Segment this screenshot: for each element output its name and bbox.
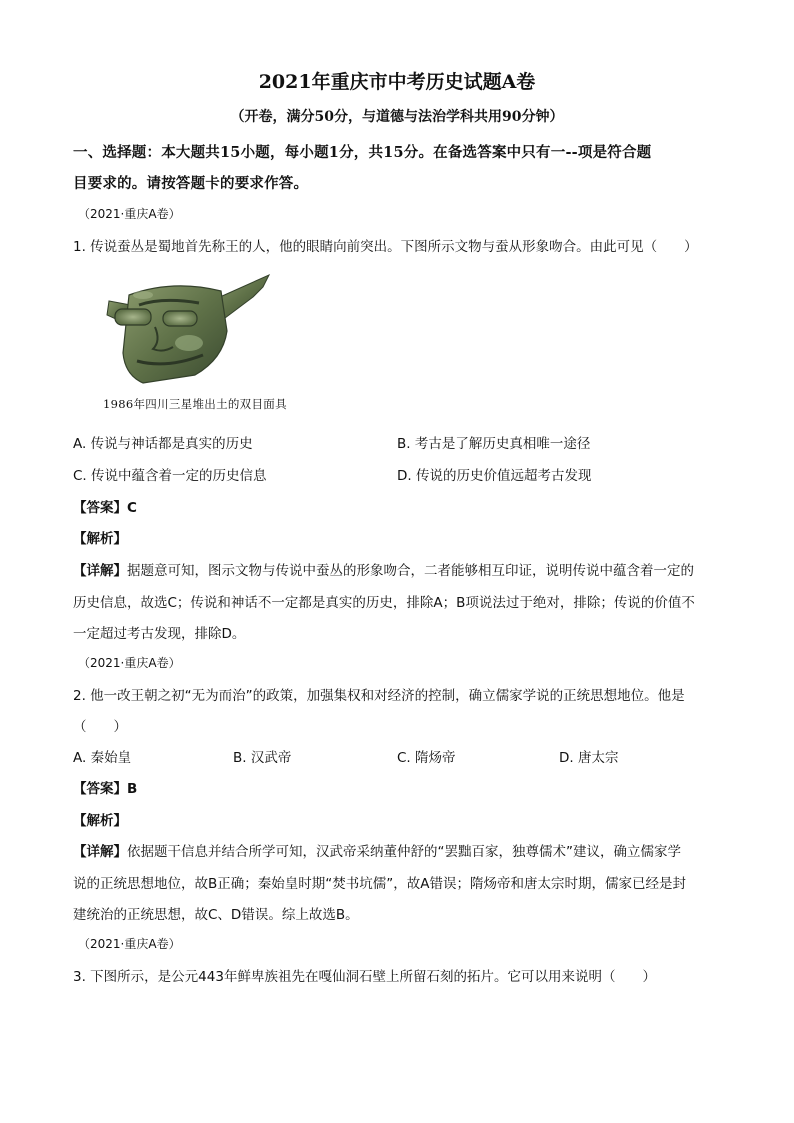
q1-detail-line1: 【详解】据题意可知，图示文物与传说中蚕丛的形象吻合，二者能够相互印证，说明传说中蕴含着一定的 xyxy=(73,563,694,579)
bronze-mask-illustration xyxy=(103,271,271,389)
detail-label: 【详解】 xyxy=(73,844,127,860)
answer-label: 【答案】 xyxy=(73,500,127,516)
detail-label: 【详解】 xyxy=(73,563,127,579)
q2-option-d: D. 唐太宗 xyxy=(559,750,619,766)
q1-stem: 1. 传说蚕丛是蜀地首先称王的人，他的眼睛向前突出。下图所示文物与蚕从形象吻合。由此可见（ ） xyxy=(73,239,698,255)
q1-option-c: C. 传说中蕴含着一定的历史信息 xyxy=(73,468,267,484)
bronze-mask-image xyxy=(103,271,271,389)
answer-value: C xyxy=(127,500,137,516)
q1-detail-line3: 一定超过考古发现，排除D。 xyxy=(73,626,246,642)
q1-analysis-label: 【解析】 xyxy=(73,531,127,547)
q2-detail-line1: 【详解】依据题干信息并结合所学可知，汉武帝采纳董仲舒的“罢黜百家，独尊儒术”建议，确立儒家学 xyxy=(73,844,681,860)
q2-option-c: C. 隋炀帝 xyxy=(397,750,456,766)
q3-stem: 3. 下图所示，是公元443年鲜卑族祖先在嘎仙洞石壁上所留石刻的拓片。它可以用来说明（ ） xyxy=(73,969,656,985)
q1-detail-line2: 历史信息，故选C；传说和神话不一定都是真实的历史，排除A；B项说法过于绝对，排除；传说的价值不 xyxy=(73,595,695,611)
answer-value: B xyxy=(127,781,138,797)
q1-source: （2021·重庆A卷） xyxy=(78,207,181,221)
q1-option-b: B. 考古是了解历史真相唯一途径 xyxy=(397,436,591,452)
q2-option-b: B. 汉武帝 xyxy=(233,750,292,766)
q1-option-d: D. 传说的历史价值远超考古发现 xyxy=(397,468,592,484)
page-title: 2021年重庆市中考历史试题A卷 xyxy=(258,71,536,93)
q2-detail-line3: 建统治的正统思想，故C、D错误。综上故选B。 xyxy=(73,907,359,923)
q1-option-a: A. 传说与神话都是真实的历史 xyxy=(73,436,253,452)
q3-source: （2021·重庆A卷） xyxy=(78,937,181,951)
q2-analysis-label: 【解析】 xyxy=(73,813,127,829)
image-caption: 1986年四川三星堆出土的双目面具 xyxy=(103,397,287,411)
answer-label: 【答案】 xyxy=(73,781,127,797)
q2-answer xyxy=(73,777,137,797)
q2-detail-line2: 说的正统思想地位，故B正确；秦始皇时期“焚书坑儒”，故A错误；隋炀帝和唐太宗时期，儒家已经是封 xyxy=(73,876,686,892)
q2-stem-line2: （ ） xyxy=(73,719,127,735)
q1-answer xyxy=(73,496,137,516)
q2-option-a: A. 秦始皇 xyxy=(73,750,132,766)
section-instruction-line1: 一、选择题：本大题共15小题，每小题1分，共15分。在备选答案中只有一--项是符合题 xyxy=(73,144,652,161)
q2-source: （2021·重庆A卷） xyxy=(78,656,181,670)
section-instruction-line2: 目要求的。请按答题卡的要求作答。 xyxy=(73,175,309,192)
q2-stem-line1: 2. 他一改王朝之初“无为而治”的政策，加强集权和对经济的控制，确立儒家学说的正统思想地位。他是 xyxy=(73,688,685,704)
page-subtitle: （开卷，满分50分，与道德与法治学科共用90分钟） xyxy=(230,109,564,125)
